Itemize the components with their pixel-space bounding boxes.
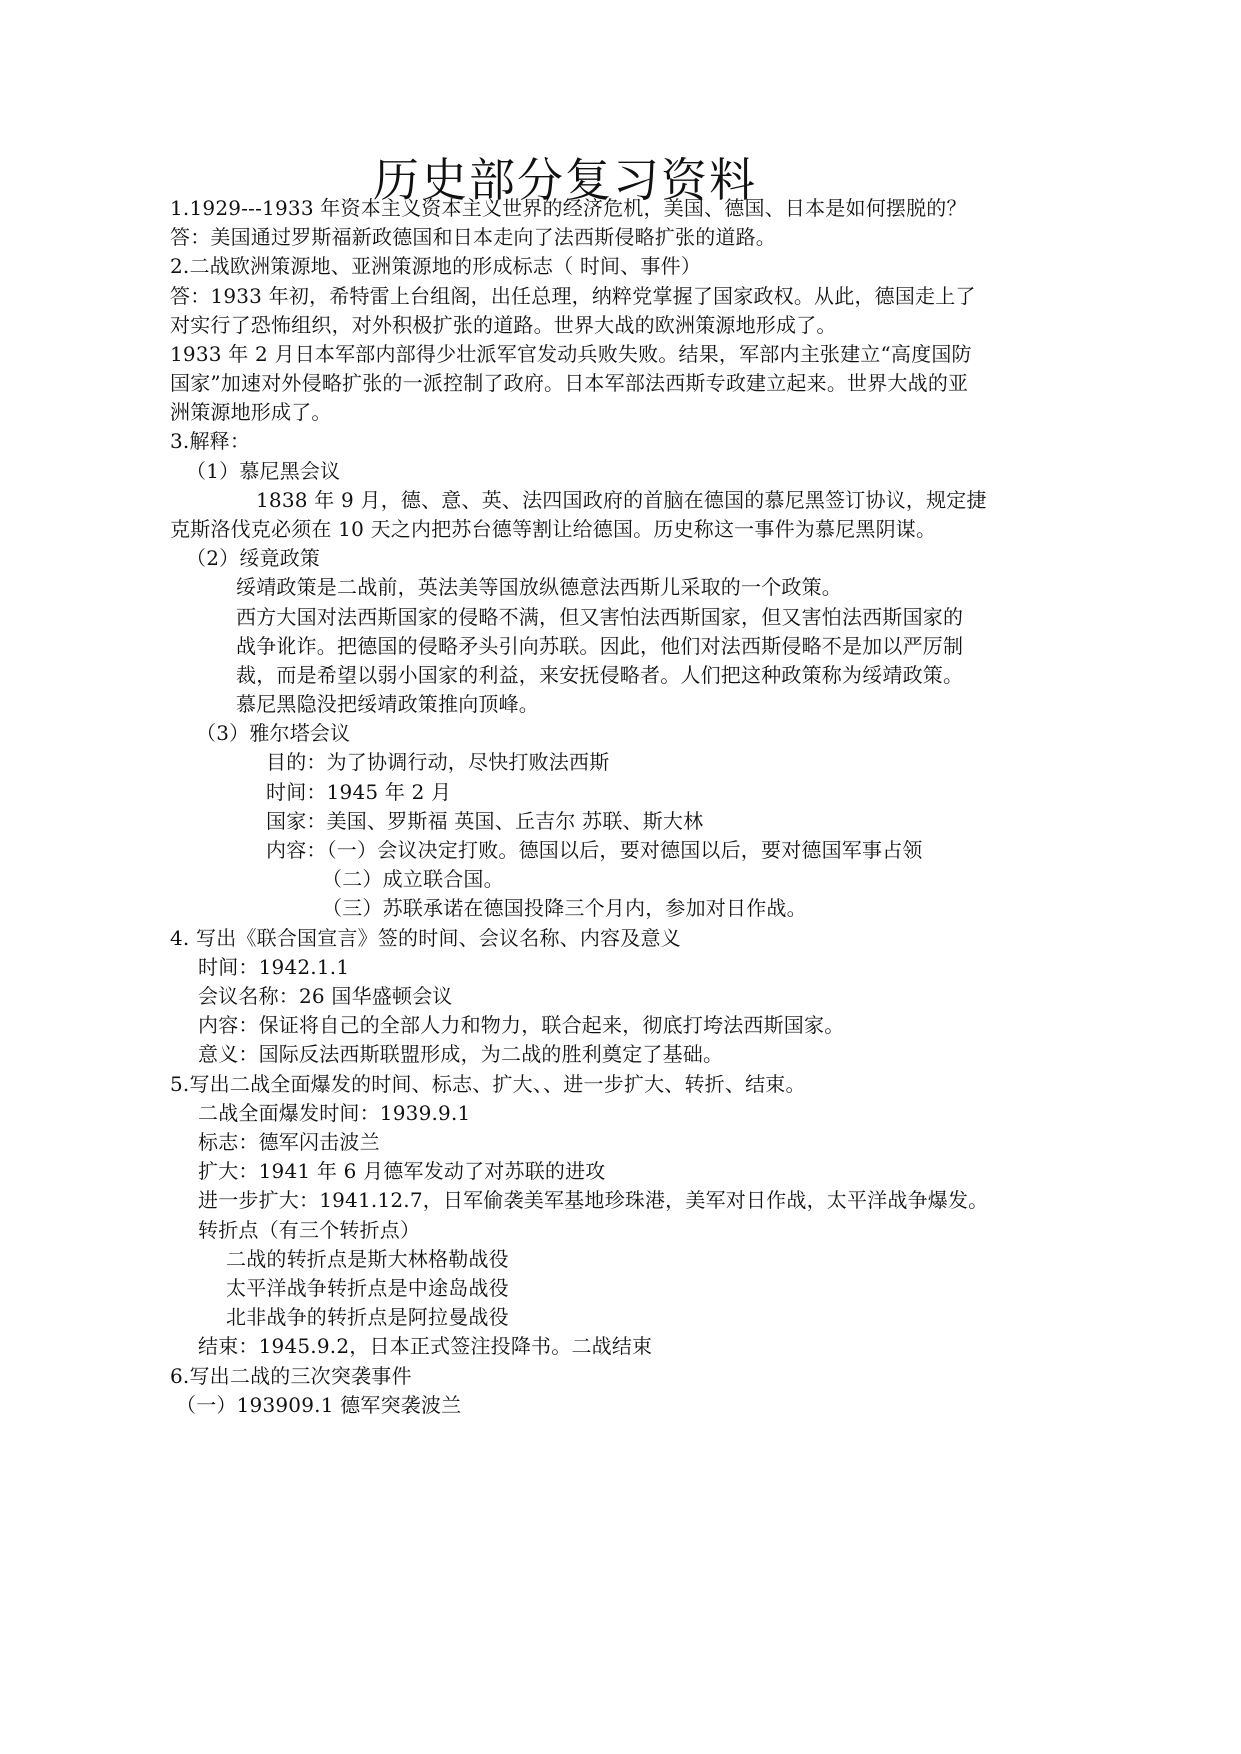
answer-2-line-4: 国家”加速对外侵略扩张的一派控制了政府。日本军部法西斯专政建立起来。世界大战的亚 — [170, 371, 969, 395]
appeasement-text-line-1: 绥靖政策是二战前，英法美等国放纵德意法西斯儿采取的一个政策。 — [236, 575, 842, 599]
ww2-end: 结束：1945.9.2，日本正式签注投降书。二战结束 — [198, 1334, 653, 1358]
yalta-content-1: 内容：（一）会议决定打败。德国以后，要对德国以后，要对德国军事占领 — [266, 838, 923, 862]
subheading-appeasement: （2）绥竟政策 — [186, 546, 321, 570]
turning-point-alamein: 北非战争的转折点是阿拉曼战役 — [226, 1305, 509, 1329]
munich-text-line-2: 克斯洛伐克必须在 10 天之内把苏台德等割让给德国。历史称这一事件为慕尼黑阴谋。 — [170, 517, 937, 541]
question-4: 4. 写出《联合国宣言》签的时间、会议名称、内容及意义 — [170, 926, 681, 950]
ww2-mark: 标志：德军闪击波兰 — [198, 1130, 380, 1154]
answer-2-line-5: 洲策源地形成了。 — [170, 400, 332, 424]
ww2-expansion: 扩大：1941 年 6 月德军发动了对苏联的进攻 — [198, 1159, 606, 1183]
answer-2-line-1: 答：1933 年初，希特雷上台组阁，出任总理，纳粹党掌握了国家政权。从此，德国走上了 — [170, 284, 976, 308]
ww2-further-expansion: 进一步扩大：1941.12.7，日军偷袭美军基地珍珠港，美军对日作战，太平洋战争爆发。 — [198, 1188, 989, 1212]
subheading-munich: （1）慕尼黑会议 — [186, 459, 341, 483]
question-3: 3.解释： — [170, 429, 251, 453]
un-declaration-content: 内容：保证将自己的全部人力和物力，联合起来，彻底打垮法西斯国家。 — [198, 1013, 845, 1037]
answer-2-line-3: 1933 年 2 月日本军部内部得少壮派军官发动兵败失败。结果，军部内主张建立“高度国防 — [170, 342, 972, 366]
yalta-content-3: （三）苏联承诺在德国投降三个月内，参加对日作战。 — [322, 896, 807, 920]
ww2-outbreak-time: 二战全面爆发时间：1939.9.1 — [198, 1101, 471, 1125]
question-6: 6.写出二战的三次突袭事件 — [170, 1364, 412, 1388]
ww2-turning-points: 转折点（有三个转折点） — [198, 1218, 421, 1242]
surprise-attack-1: （一）193909.1 德军突袭波兰 — [176, 1393, 462, 1417]
appeasement-text-line-5: 慕尼黑隐没把绥靖政策推向顶峰。 — [236, 692, 539, 716]
yalta-countries: 国家：美国、罗斯福 英国、丘吉尔 苏联、斯大林 — [266, 809, 704, 833]
un-declaration-time: 时间：1942.1.1 — [198, 955, 350, 979]
document-title: 历史部分复习资料 — [373, 153, 757, 207]
question-1: 1.1929---1933 年资本主义资本主义世界的经济危机，美国、德国、日本是如何摆脱的？ — [170, 196, 967, 220]
question-2: 2.二战欧洲策源地、亚洲策源地的形成标志（ 时间、事件） — [170, 254, 702, 278]
answer-1: 答：美国通过罗斯福新政德国和日本走向了法西斯侵略扩张的道路。 — [170, 225, 776, 249]
yalta-time: 时间：1945 年 2 月 — [266, 780, 452, 804]
turning-point-midway: 太平洋战争转折点是中途岛战役 — [226, 1276, 509, 1300]
appeasement-text-line-2: 西方大国对法西斯国家的侵略不满，但又害怕法西斯国家，但又害怕法西斯国家的 — [236, 605, 964, 629]
subheading-yalta: （3）雅尔塔会议 — [196, 721, 351, 745]
yalta-purpose: 目的：为了协调行动，尽快打败法西斯 — [266, 750, 610, 774]
un-declaration-meeting: 会议名称：26 国华盛顿会议 — [198, 984, 453, 1008]
turning-point-stalingrad: 二战的转折点是斯大林格勒战役 — [226, 1247, 509, 1271]
answer-2-line-2: 对实行了恐怖组织，对外积极扩张的道路。世界大战的欧洲策源地形成了。 — [170, 313, 837, 337]
un-declaration-significance: 意义：国际反法西斯联盟形成，为二战的胜利奠定了基础。 — [198, 1042, 724, 1066]
munich-text-line-1: 1838 年 9 月，德、意、英、法四国政府的首脑在德国的慕尼黑签订协议，规定捷 — [256, 488, 987, 512]
question-5: 5.写出二战全面爆发的时间、标志、扩大、、进一步扩大、转折、结束。 — [170, 1072, 806, 1096]
yalta-content-2: （二）成立联合国。 — [322, 867, 504, 891]
appeasement-text-line-4: 裁，而是希望以弱小国家的利益，来安抚侵略者。人们把这种政策称为绥靖政策。 — [236, 663, 964, 687]
appeasement-text-line-3: 战争讹诈。把德国的侵略矛头引向苏联。因此，他们对法西斯侵略不是加以严厉制 — [236, 634, 964, 658]
